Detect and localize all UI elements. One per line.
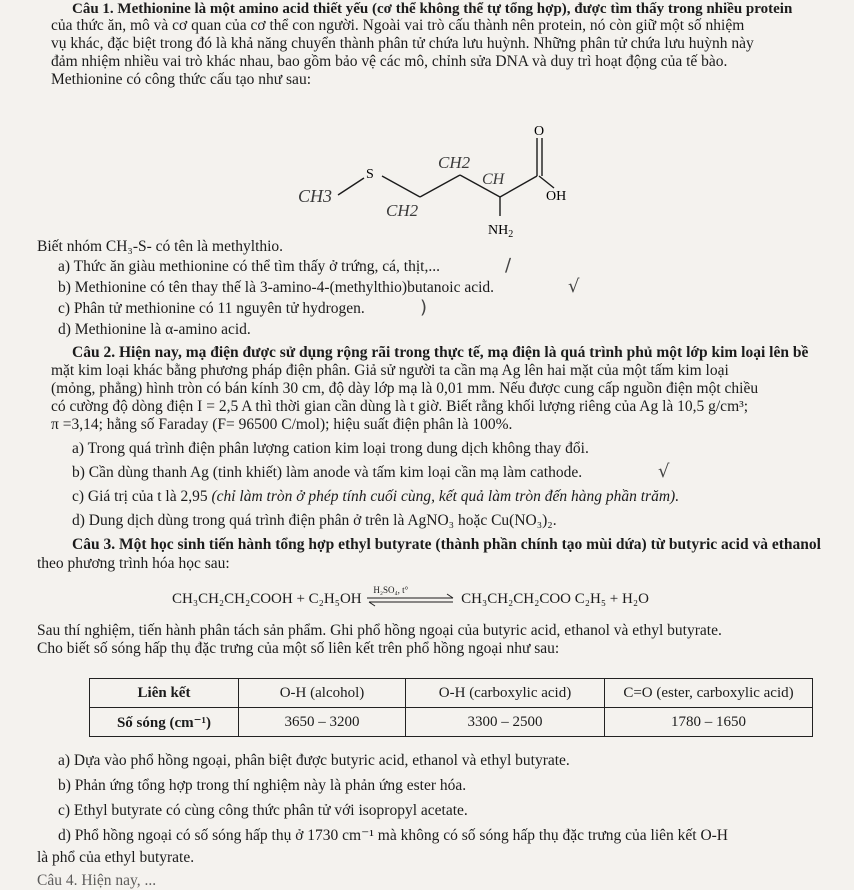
q3-intro-line-1: Câu 3. Một học sinh tiến hành tổng hợp ethyl butyrate (thành phần chính tạo mùi dứa) từ butyric acid và ethanol — [72, 536, 821, 553]
q3-statement-c: c) Ethyl butyrate có cùng công thức phân tử với isopropyl acetate. — [58, 802, 468, 819]
q1-statement-d: d) Methionine là α-amino acid. — [58, 321, 251, 338]
handwritten-ch2-top: CH2 — [438, 153, 471, 172]
bond-ch3-s — [338, 178, 364, 195]
hydroxyl-label: OH — [546, 189, 567, 204]
equation-reactants: CH₃CH₂CH₂COOH + C₂H₅OH — [172, 591, 362, 607]
q1-intro-line-4: đảm nhiệm nhiều vai trò khác nhau, bao gồm bảo vệ các mô, chỉnh sửa DNA và duy trì hoạt động của tế bào. — [51, 53, 728, 70]
q1-intro-line-1: Câu 1. Methionine là một amino acid thiết yếu (cơ thể không thể tự tổng hợp), được tìm thấy trong nhiều protein — [72, 1, 793, 17]
sulfur-label: S — [366, 167, 374, 182]
cut-off-next-question: Câu 4. Hiện nay, ... — [37, 872, 157, 889]
ir-absorption-table — [89, 678, 813, 737]
q1-intro-line-5: Methionine có công thức cấu tạo như sau: — [51, 71, 311, 88]
bond-s-c — [382, 176, 420, 197]
bond-c-c1 — [420, 175, 460, 197]
methionine-structure — [290, 120, 590, 248]
q3-equation — [172, 584, 649, 609]
q3-statement-d-line-1: d) Phổ hồng ngoại có số sóng hấp thụ ở 1730 cm⁻¹ mà không có số sóng hấp thụ đặc trưng của liên kết O-H — [58, 827, 728, 844]
q3-statement-b: b) Phản ứng tổng hợp trong thí nghiệm này là phản ứng ester hóa. — [58, 777, 467, 794]
bond-c-oh — [539, 176, 554, 188]
q3-statement-d-line-2: là phổ của ethyl butyrate. — [37, 849, 195, 866]
oxygen-label: O — [534, 124, 545, 139]
q2-statement-b: b) Cần dùng thanh Ag (tinh khiết) làm anode và tấm kim loại cần mạ làm cathode. — [72, 464, 583, 481]
check-mark-icon: ∕ — [505, 255, 512, 276]
q1-statement-a: a) Thức ăn giàu methionine có thể tìm thấy ở trứng, cá, thịt,... — [58, 258, 440, 275]
equation-products: CH₃CH₂CH₂COO C₂H₅ + H₂O — [461, 591, 649, 607]
q1-statement-c: c) Phân tử methionine có 11 nguyên tử hydrogen. — [58, 300, 365, 317]
handwritten-ch3: CH3 — [298, 186, 333, 206]
amino-label: $NH_2$ — [488, 223, 514, 240]
table-cell: 3300 – 2500 — [406, 708, 605, 737]
table-row-label: Số sóng (cm⁻¹) — [90, 708, 239, 737]
q2-intro-line-3: (mỏng, phẳng) hình tròn có bán kính 30 cm, độ dày lớp mạ là 0,01 mm. Nếu được cung cấp nguồn điện một chiều — [51, 380, 759, 397]
equation-arrow — [365, 584, 457, 609]
handwritten-ch2-bottom: CH2 — [386, 201, 419, 220]
bond-c-c3 — [500, 176, 537, 197]
equilibrium-arrow-icon — [365, 591, 457, 609]
q1-intro-line-2: của thức ăn, mô và cơ quan của cơ thể con người. Ngoài vai trò cấu thành nên protein, nó còn giữ một số nhiệm — [51, 17, 745, 34]
check-mark-icon: ) — [420, 297, 428, 318]
q2-intro-line-5: π =3,14; hằng số Faraday (F= 96500 C/mol); hiệu suất điện phân là 100%. — [51, 416, 513, 433]
check-mark-icon: √ — [568, 276, 580, 297]
q2-intro-line-4: có cường độ dòng điện I = 2,5 A thì thời gian cần dùng là t giờ. Biết rằng khối lượng riêng của Ag là 10,5 g/cm³; — [51, 398, 749, 415]
table-row — [90, 708, 813, 737]
q2-statement-a: a) Trong quá trình điện phân lượng cation kim loại trong dung dịch không thay đổi. — [72, 440, 589, 457]
q3-after-line-1: Sau thí nghiệm, tiến hành phân tách sản phẩm. Ghi phổ hồng ngoại của butyric acid, ethanol và ethyl butyrate. — [37, 622, 722, 639]
q1-note: Biết nhóm CH₃-S- có tên là methylthio. — [37, 238, 284, 255]
table-header-cell: C=O (ester, carboxylic acid) — [605, 679, 813, 708]
table-cell: 3650 – 3200 — [239, 708, 406, 737]
table-header-row — [90, 679, 813, 708]
q3-intro-line-2: theo phương trình hóa học sau: — [37, 555, 230, 572]
q2-intro-line-2: mặt kim loại khác bằng phương pháp điện phân. Giả sử người ta cần mạ Ag lên hai mặt của một tấm kim loại — [51, 362, 729, 379]
q3-statement-a: a) Dựa vào phổ hồng ngoại, phân biệt được butyric acid, ethanol và ethyl butyrate. — [58, 752, 570, 769]
handwritten-ch: CH — [482, 171, 505, 188]
table-header-cell: Liên kết — [90, 679, 239, 708]
table-header-cell: O-H (alcohol) — [239, 679, 406, 708]
table-header-cell: O-H (carboxylic acid) — [406, 679, 605, 708]
table-cell: 1780 – 1650 — [605, 708, 813, 737]
q2-statement-d: d) Dung dịch dùng trong quá trình điện phân ở trên là AgNO₃ hoặc Cu(NO₃)₂. — [72, 512, 557, 529]
q1-statement-b: b) Methionine có tên thay thế là 3-amino-4-(methylthio)butanoic acid. — [58, 279, 495, 296]
equation-condition: H₂SO₄, t° — [373, 584, 409, 595]
q1-intro-line-3: vụ khác, đặc biệt trong đó là khả năng chuyển thành phân tử chứa lưu huỳnh. Những phân tử chứa lưu huỳnh này — [51, 35, 754, 52]
q3-after-line-2: Cho biết số sóng hấp thụ đặc trưng của một số liên kết trên phổ hồng ngoại như sau: — [37, 640, 560, 657]
q2-intro-line-1: Câu 2. Hiện nay, mạ điện được sử dụng rộng rãi trong thực tế, mạ điện là quá trình phủ một lớp kim loại lên bề — [72, 344, 809, 361]
q2-statement-c: c) Giá trị của t là 2,95 (chỉ làm tròn ở phép tính cuối cùng, kết quả làm tròn đến hàng phần trăm). — [72, 488, 680, 505]
check-mark-icon: √ — [658, 461, 670, 482]
